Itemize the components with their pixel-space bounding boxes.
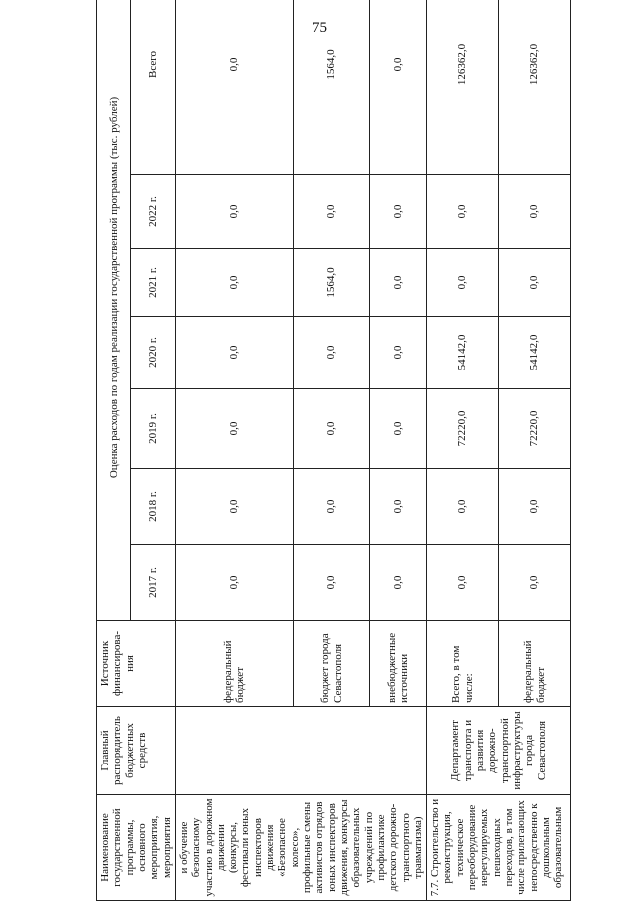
value-cell: 0,0 xyxy=(175,545,293,621)
value-cell: 0,0 xyxy=(370,389,427,469)
rotated-table-area xyxy=(96,43,565,901)
value-cell: 0,0 xyxy=(370,317,427,389)
value-cell: 0,0 xyxy=(175,249,293,317)
year-2021: 2021 г. xyxy=(131,249,176,317)
year-2022: 2022 г. xyxy=(131,175,176,249)
table-row xyxy=(175,0,293,901)
value-cell: 126362,0 xyxy=(427,0,499,175)
value-cell: 126362,0 xyxy=(499,0,571,175)
measure-name-cell: 7.7. Строительство и реконструкция, техническое переоборудование нерегулируемых пешеходных переходов, в том числе прилегающих непосредственно к дошкольным образовательным xyxy=(427,795,571,901)
value-cell: 0,0 xyxy=(370,0,427,175)
header-name-cell: Наименование государственной программы, основного мероприятия, мероприятия xyxy=(97,795,176,901)
value-cell: 0,0 xyxy=(370,545,427,621)
budget-table xyxy=(96,0,571,901)
value-cell: 0,0 xyxy=(293,469,369,545)
source-cell: федеральный бюджет xyxy=(175,621,293,707)
source-cell: Всего, в том числе: xyxy=(427,621,499,707)
value-cell: 1564,0 xyxy=(293,0,369,175)
value-cell: 0,0 xyxy=(175,317,293,389)
table-row xyxy=(427,0,499,901)
value-cell: 0,0 xyxy=(293,175,369,249)
value-cell: 0,0 xyxy=(499,175,571,249)
value-cell: 0,0 xyxy=(370,469,427,545)
source-cell: внебюджетные источники xyxy=(370,621,427,707)
header-row-1 xyxy=(97,0,131,901)
year-2018: 2018 г. xyxy=(131,469,176,545)
value-cell: 0,0 xyxy=(427,545,499,621)
value-cell: 0,0 xyxy=(175,0,293,175)
header-source-cell: Источник финансирова-ния xyxy=(97,621,176,707)
source-cell: федеральный бюджет xyxy=(499,621,571,707)
value-cell: 0,0 xyxy=(293,317,369,389)
value-cell: 0,0 xyxy=(427,469,499,545)
value-cell: 0,0 xyxy=(499,249,571,317)
header-manager-cell: Главный распорядитель бюджетных средств xyxy=(97,707,176,795)
year-2017: 2017 г. xyxy=(131,545,176,621)
year-2020: 2020 г. xyxy=(131,317,176,389)
value-cell: 54142,0 xyxy=(427,317,499,389)
page-number: 75 xyxy=(312,20,327,36)
value-cell: 0,0 xyxy=(499,469,571,545)
manager-cell: Департамент транспорта и развития дорожно-транспортной инфраструктуры города Севастополя xyxy=(427,707,571,795)
measure-name-cell: и обучение безопасному участию в дорожном движении (конкурсы, фестивали юных инспекторов движения «Безопасное колесо», профильные смены активистов отрядов юных инспекторов движения, конкурсы образовательных учреждений по профилактике детского дорожно-транспортного травматизма) xyxy=(175,795,426,901)
value-cell: 0,0 xyxy=(427,175,499,249)
value-cell: 0,0 xyxy=(175,175,293,249)
value-cell: 0,0 xyxy=(370,175,427,249)
value-cell: 0,0 xyxy=(175,389,293,469)
value-cell: 0,0 xyxy=(499,545,571,621)
value-cell: 1564,0 xyxy=(293,249,369,317)
value-cell: 0,0 xyxy=(370,249,427,317)
value-cell: 72220,0 xyxy=(499,389,571,469)
source-cell: бюджет города Севастополя xyxy=(293,621,369,707)
year-2019: 2019 г. xyxy=(131,389,176,469)
rotated-table-frame xyxy=(96,43,565,901)
year-total: Всего xyxy=(131,0,176,175)
value-cell: 0,0 xyxy=(175,469,293,545)
value-cell: 0,0 xyxy=(293,389,369,469)
value-cell: 54142,0 xyxy=(499,317,571,389)
manager-cell xyxy=(175,707,426,795)
value-cell: 0,0 xyxy=(293,545,369,621)
header-estimate-cell: Оценка расходов по годам реализации государственной программы (тыс. рублей) xyxy=(97,0,131,621)
value-cell: 0,0 xyxy=(427,249,499,317)
value-cell: 72220,0 xyxy=(427,389,499,469)
